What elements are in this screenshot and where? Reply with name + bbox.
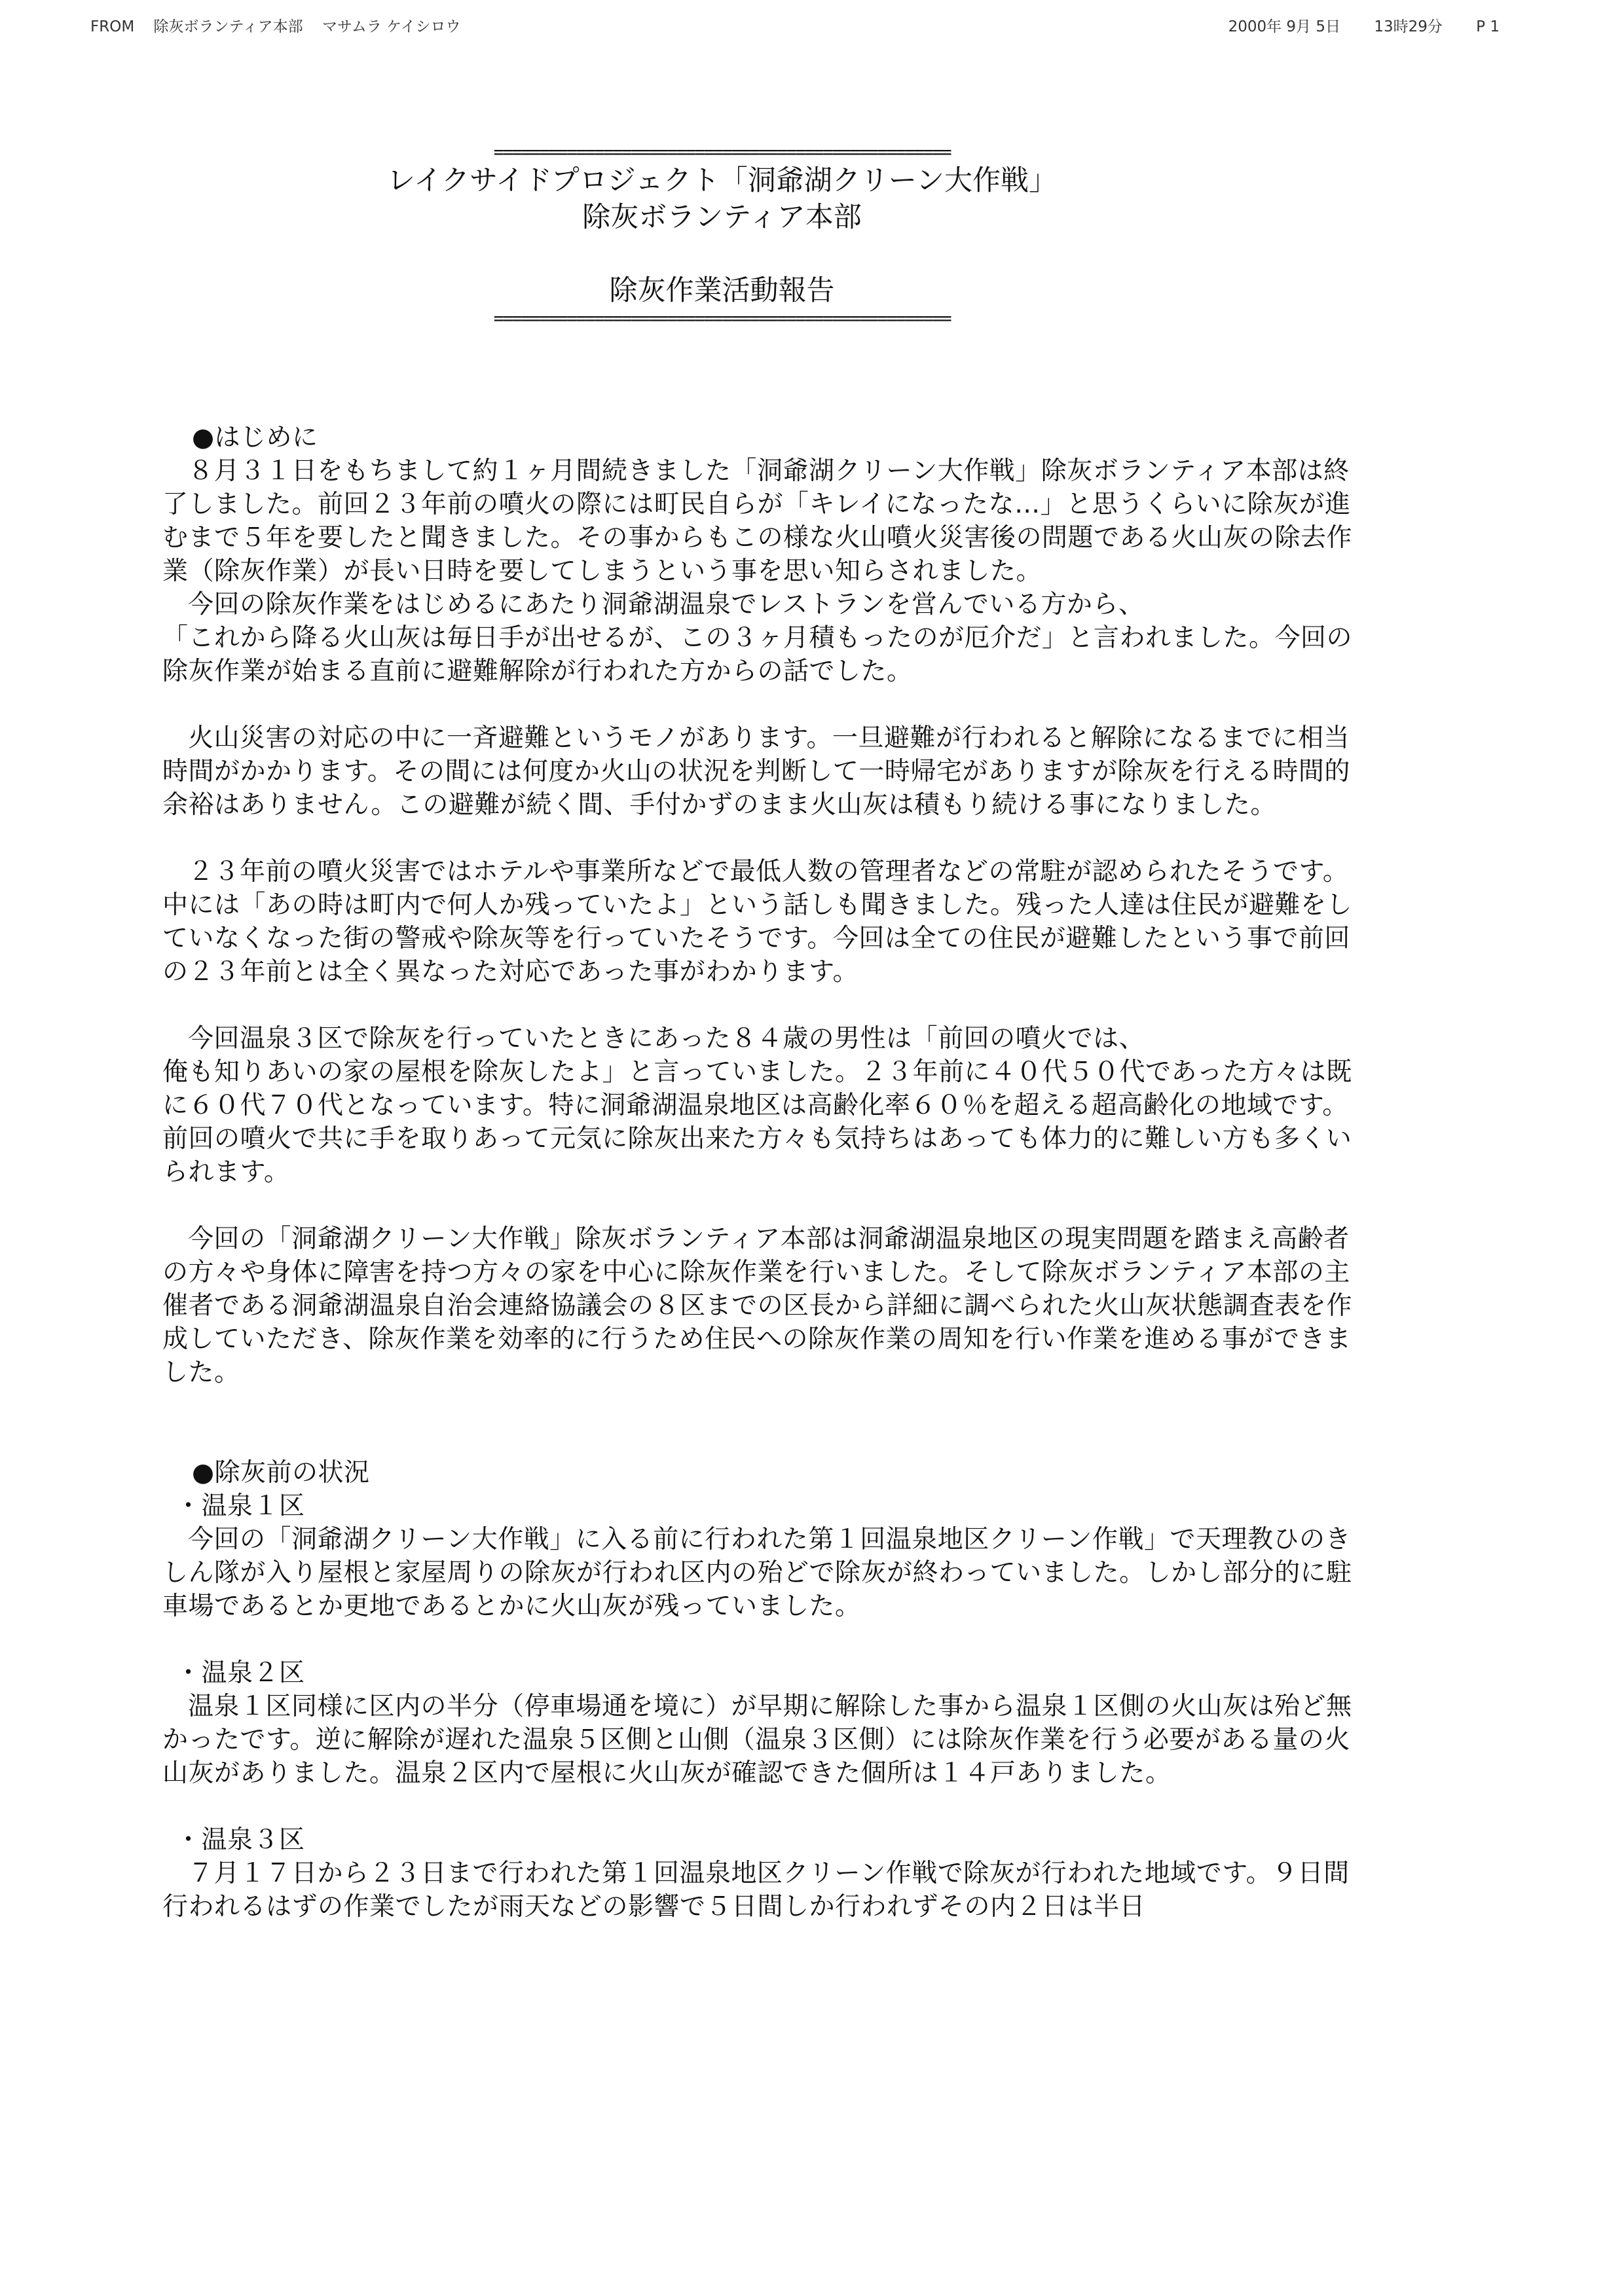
fax-timestamp-line — [1200, 14, 1500, 36]
section-heading-introduction: ●はじめに — [192, 423, 318, 452]
fax-sender-name: マサムラ ケイシロウ — [322, 18, 461, 35]
fax-date: 2000年 9月 5日 — [1228, 18, 1340, 35]
fax-header — [90, 14, 1500, 41]
section-heading-pre-conditions: ●除灰前の状況 — [192, 1458, 370, 1487]
document-title: レイクサイドプロジェクト「洞爺湖クリーン大作戦」 — [387, 164, 1057, 197]
paragraph: 火山災害の対応の中に一斉避難というモノがあります。一旦避難が行われると解除になるまでに相当時間がかかります。その間には何度か火山の状況を判断して一時帰宅がありますが除灰を行える時間的余裕はありません。この避難が続く間、手付かずのまま火山灰は積もり続ける事になりました。 — [162, 723, 1350, 820]
area-label-onsen-1: ・温泉１区 — [175, 1491, 305, 1521]
paragraph: 「これから降る火山灰は毎日手が出せるが、この３ヶ月積もったのが厄介だ」と言われました。今回の除灰作業が始まる直前に避難解除が行われた方からの話でした。 — [162, 623, 1353, 686]
report-title: 除灰作業活動報告 — [609, 274, 835, 307]
title-block — [354, 143, 1090, 329]
fax-page-number: P 1 — [1476, 18, 1500, 35]
fax-from-label: FROM — [90, 18, 135, 35]
paragraph: 俺も知りあいの家の屋根を除灰したよ」と言っていました。２３年前に４０代５０代であった方々は既に６０代７０代となっています。特に洞爺湖温泉地区は高齢化率６０％を超える超高齢化の地域です。前回の噴火で共に手を取りあって元気に除灰出来た方々も気持ちはあっても体力的に難しい方も多くいられます。 — [162, 1057, 1352, 1187]
area-description: ７月１７日から２３日まで行われた第１回温泉地区クリーン作戦で除灰が行われた地域です。９日間行われるはずの作業でしたが雨天などの影響で５日間しか行われずその内２日は半日 — [162, 1859, 1350, 1922]
fax-sender-org: 除灰ボランティア本部 — [153, 18, 303, 35]
fax-sender-line — [90, 14, 475, 36]
area-description: 温泉１区同様に区内の半分（停車場通を境に）が早期に解除した事から温泉１区側の火山灰は殆ど無かったです。逆に解除が遅れた温泉５区側と山側（温泉３区側）には除灰作業を行う必要がある量の火山灰がありました。温泉２区内で屋根に火山灰が確認できた個所は１４戸ありました。 — [162, 1692, 1352, 1788]
fax-time: 13時29分 — [1374, 18, 1443, 35]
organization-name: 除灰ボランティア本部 — [582, 201, 862, 234]
area-label-onsen-2: ・温泉２区 — [175, 1658, 305, 1688]
top-rule: ================================================== — [493, 143, 951, 162]
paragraph: ８月３１日をもちまして約１ヶ月間続きました「洞爺湖クリーン大作戦」除灰ボランティア本部は終了しました。前回２３年前の噴火の際には町民自らが「キレイになったな…」と思うくらいに除灰が進むまで５年を要したと聞きました。その事からもこの様な火山噴火災害後の問題である火山灰の除去作業（除灰作業）が長い日時を要してしまうという事を思い知らされました。 — [162, 456, 1353, 586]
bottom-rule: ================================================== — [493, 309, 951, 329]
paragraph: 今回の「洞爺湖クリーン大作戦」除灰ボランティア本部は洞爺湖温泉地区の現実問題を踏まえ高齢者の方々や身体に障害を持つ方々の家を中心に除灰作業を行いました。そして除灰ボランティア本部の主催者である洞爺湖温泉自治会連絡協議会の８区までの区長から詳細に調べられた火山灰状態調査表を作成していただき、除灰作業を効率的に行うため住民への除灰作業の周知を行い作業を進める事ができました。 — [162, 1224, 1353, 1387]
paragraph: 今回温泉３区で除灰を行っていたときにあった８４歳の男性は「前回の噴火では、 — [188, 1024, 1145, 1053]
paragraph: ２３年前の噴火災害ではホテルや事業所などで最低人数の管理者などの常駐が認められたそうです。中には「あの時は町内で何人か残っていたよ」という話しも聞きました。残った人達は住民が避難をしていなくなった街の警戒や除灰等を行っていたそうです。今回は全ての住民が避難したという事で前回の２３年前とは全く異なった対応であった事がわかります。 — [162, 857, 1353, 987]
report-body — [162, 421, 1369, 1923]
paragraph: 今回の除灰作業をはじめるにあたり洞爺湖温泉でレストランを営んでいる方から、 — [188, 590, 1145, 619]
area-label-onsen-3: ・温泉３区 — [175, 1825, 305, 1855]
area-description: 今回の「洞爺湖クリーン大作戦」に入る前に行われた第１回温泉地区クリーン作戦」で天理教ひのきしん隊が入り屋根と家屋周りの除灰が行われ区内の殆どで除灰が終わっていました。しかし部分的に駐車場であるとか更地であるとかに火山灰が残っていました。 — [162, 1525, 1352, 1621]
